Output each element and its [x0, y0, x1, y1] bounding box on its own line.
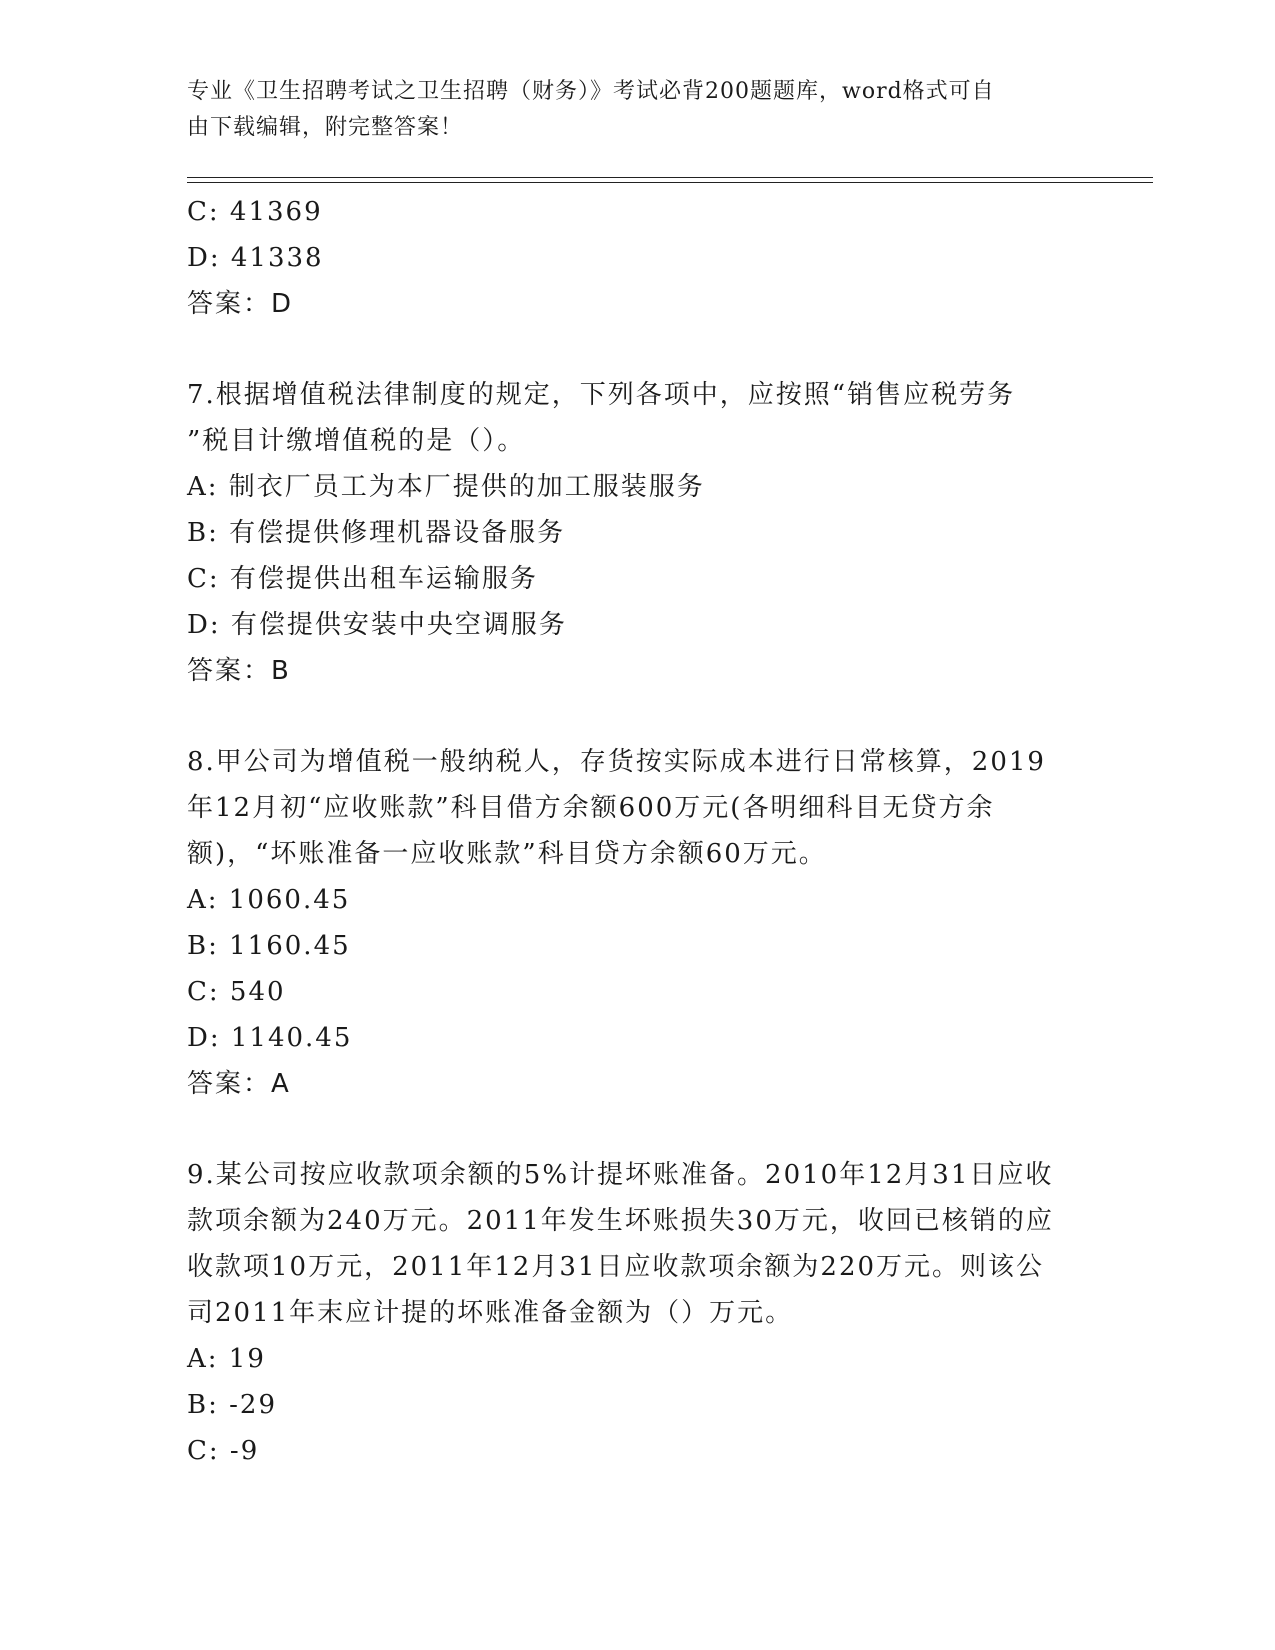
option-d: D: 有偿提供安装中央空调服务 — [187, 610, 567, 640]
question-stem-line: 9.某公司按应收款项余额的5%计提坏账准备。2010年12月31日应收 — [187, 1160, 1054, 1190]
option-b: B: 有偿提供修理机器设备服务 — [187, 518, 566, 548]
option-c: C: 有偿提供出租车运输服务 — [187, 564, 538, 594]
option-c: C: 540 — [187, 977, 286, 1007]
answer-line: 答案：D — [187, 289, 294, 319]
question-stem-line: 年12月初“应收账款”科目借方余额600万元(各明细科目无贷方余 — [187, 793, 995, 823]
option-a: A: 制衣厂员工为本厂提供的加工服装服务 — [187, 472, 705, 502]
option-d: D: 41338 — [187, 243, 324, 273]
question-list — [187, 189, 1087, 1474]
prev-question-block — [187, 189, 1087, 327]
answer-line: 答案：B — [187, 656, 291, 686]
option-a: A: 19 — [187, 1344, 266, 1374]
question-9 — [187, 1152, 1087, 1474]
question-7 — [187, 372, 1087, 694]
option-a: A: 1060.45 — [187, 885, 351, 915]
question-8 — [187, 739, 1087, 1107]
header-line-1: 专业《卫生招聘考试之卫生招聘（财务）》考试必背200题题库，word格式可自 — [187, 79, 995, 104]
question-stem-line: 8.甲公司为增值税一般纳税人，存货按实际成本进行日常核算，2019 — [187, 747, 1046, 777]
question-stem-line: 额)，“坏账准备一应收账款”科目贷方余额60万元。 — [187, 839, 827, 869]
header-divider-top — [187, 177, 1153, 178]
option-c: C: 41369 — [187, 197, 323, 227]
option-c: C: -9 — [187, 1436, 260, 1466]
option-d: D: 1140.45 — [187, 1023, 353, 1053]
question-stem-line: 7.根据增值税法律制度的规定，下列各项中，应按照“销售应税劳务 — [187, 380, 1016, 410]
answer-line: 答案：A — [187, 1069, 291, 1099]
document-header — [187, 74, 1067, 146]
question-stem-line: 款项余额为240万元。2011年发生坏账损失30万元，收回已核销的应 — [187, 1206, 1054, 1236]
question-stem-line: 司2011年末应计提的坏账准备金额为（）万元。 — [187, 1298, 794, 1328]
header-divider-bottom — [187, 182, 1153, 183]
question-stem-line: ”税目计缴增值税的是（）。 — [187, 426, 526, 456]
option-b: B: -29 — [187, 1390, 277, 1420]
question-stem-line: 收款项10万元，2011年12月31日应收款项余额为220万元。则该公 — [187, 1252, 1045, 1282]
header-line-2: 由下载编辑，附完整答案！ — [187, 115, 464, 140]
option-b: B: 1160.45 — [187, 931, 351, 961]
